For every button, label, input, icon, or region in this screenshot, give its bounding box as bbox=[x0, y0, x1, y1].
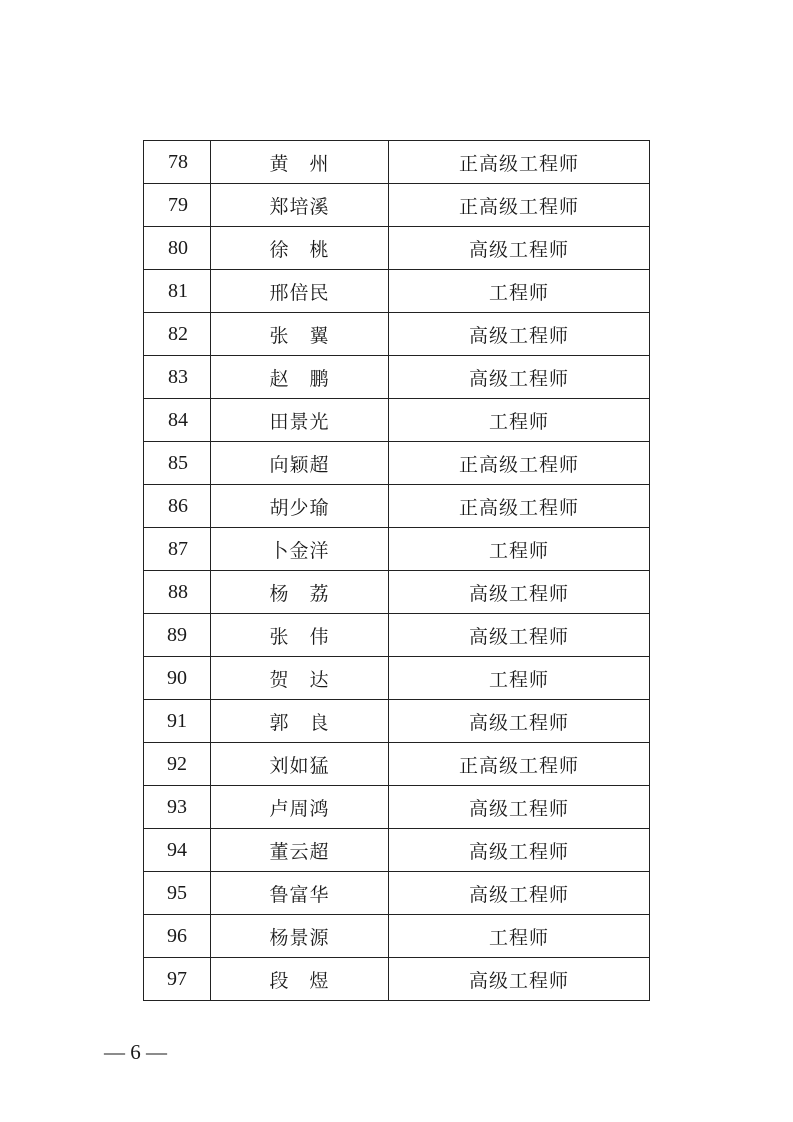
row-number: 79 bbox=[144, 184, 211, 227]
professional-title: 高级工程师 bbox=[389, 313, 650, 356]
table-row bbox=[144, 313, 650, 356]
table-row bbox=[144, 915, 650, 958]
professional-title: 高级工程师 bbox=[389, 958, 650, 1001]
table-row bbox=[144, 571, 650, 614]
row-number: 87 bbox=[144, 528, 211, 571]
table-row bbox=[144, 141, 650, 184]
professional-title: 正高级工程师 bbox=[389, 184, 650, 227]
person-name: 徐 桃 bbox=[211, 227, 389, 270]
person-name: 张 翼 bbox=[211, 313, 389, 356]
row-number: 82 bbox=[144, 313, 211, 356]
professional-title: 工程师 bbox=[389, 528, 650, 571]
professional-title: 工程师 bbox=[389, 657, 650, 700]
professional-title: 高级工程师 bbox=[389, 872, 650, 915]
row-number: 85 bbox=[144, 442, 211, 485]
professional-title: 高级工程师 bbox=[389, 786, 650, 829]
person-name: 胡少瑜 bbox=[211, 485, 389, 528]
person-name: 黄 州 bbox=[211, 141, 389, 184]
table-row bbox=[144, 743, 650, 786]
professional-title: 工程师 bbox=[389, 399, 650, 442]
row-number: 80 bbox=[144, 227, 211, 270]
table-row bbox=[144, 958, 650, 1001]
professional-title: 正高级工程师 bbox=[389, 442, 650, 485]
person-name: 向颖超 bbox=[211, 442, 389, 485]
person-name: 邢倍民 bbox=[211, 270, 389, 313]
professional-title: 高级工程师 bbox=[389, 829, 650, 872]
person-name: 杨景源 bbox=[211, 915, 389, 958]
row-number: 91 bbox=[144, 700, 211, 743]
table-row bbox=[144, 485, 650, 528]
person-name: 鲁富华 bbox=[211, 872, 389, 915]
row-number: 94 bbox=[144, 829, 211, 872]
table-row bbox=[144, 528, 650, 571]
table-row bbox=[144, 657, 650, 700]
row-number: 78 bbox=[144, 141, 211, 184]
person-name: 刘如猛 bbox=[211, 743, 389, 786]
professional-title: 高级工程师 bbox=[389, 700, 650, 743]
person-name: 段 煜 bbox=[211, 958, 389, 1001]
table-row bbox=[144, 614, 650, 657]
person-name: 杨 荔 bbox=[211, 571, 389, 614]
row-number: 86 bbox=[144, 485, 211, 528]
table-row bbox=[144, 786, 650, 829]
page-number: — 6 — bbox=[104, 1040, 167, 1064]
professional-title: 工程师 bbox=[389, 270, 650, 313]
professional-title: 高级工程师 bbox=[389, 356, 650, 399]
row-number: 97 bbox=[144, 958, 211, 1001]
roster-table-body bbox=[144, 141, 650, 1001]
row-number: 93 bbox=[144, 786, 211, 829]
person-name: 卢周鸿 bbox=[211, 786, 389, 829]
row-number: 89 bbox=[144, 614, 211, 657]
professional-title: 高级工程师 bbox=[389, 227, 650, 270]
row-number: 81 bbox=[144, 270, 211, 313]
professional-title: 高级工程师 bbox=[389, 614, 650, 657]
table-row bbox=[144, 399, 650, 442]
table-row bbox=[144, 872, 650, 915]
person-name: 郑培溪 bbox=[211, 184, 389, 227]
row-number: 88 bbox=[144, 571, 211, 614]
table-row bbox=[144, 356, 650, 399]
person-name: 贺 达 bbox=[211, 657, 389, 700]
person-name: 赵 鹏 bbox=[211, 356, 389, 399]
table-row bbox=[144, 270, 650, 313]
roster-table bbox=[143, 140, 650, 1001]
table-row bbox=[144, 700, 650, 743]
professional-title: 正高级工程师 bbox=[389, 485, 650, 528]
table-row bbox=[144, 227, 650, 270]
row-number: 83 bbox=[144, 356, 211, 399]
professional-title: 正高级工程师 bbox=[389, 141, 650, 184]
professional-title: 正高级工程师 bbox=[389, 743, 650, 786]
professional-title: 工程师 bbox=[389, 915, 650, 958]
table-row bbox=[144, 829, 650, 872]
person-name: 卜金洋 bbox=[211, 528, 389, 571]
row-number: 96 bbox=[144, 915, 211, 958]
table-row bbox=[144, 184, 650, 227]
row-number: 90 bbox=[144, 657, 211, 700]
person-name: 董云超 bbox=[211, 829, 389, 872]
person-name: 张 伟 bbox=[211, 614, 389, 657]
person-name: 郭 良 bbox=[211, 700, 389, 743]
row-number: 84 bbox=[144, 399, 211, 442]
row-number: 95 bbox=[144, 872, 211, 915]
row-number: 92 bbox=[144, 743, 211, 786]
table-row bbox=[144, 442, 650, 485]
person-name: 田景光 bbox=[211, 399, 389, 442]
professional-title: 高级工程师 bbox=[389, 571, 650, 614]
